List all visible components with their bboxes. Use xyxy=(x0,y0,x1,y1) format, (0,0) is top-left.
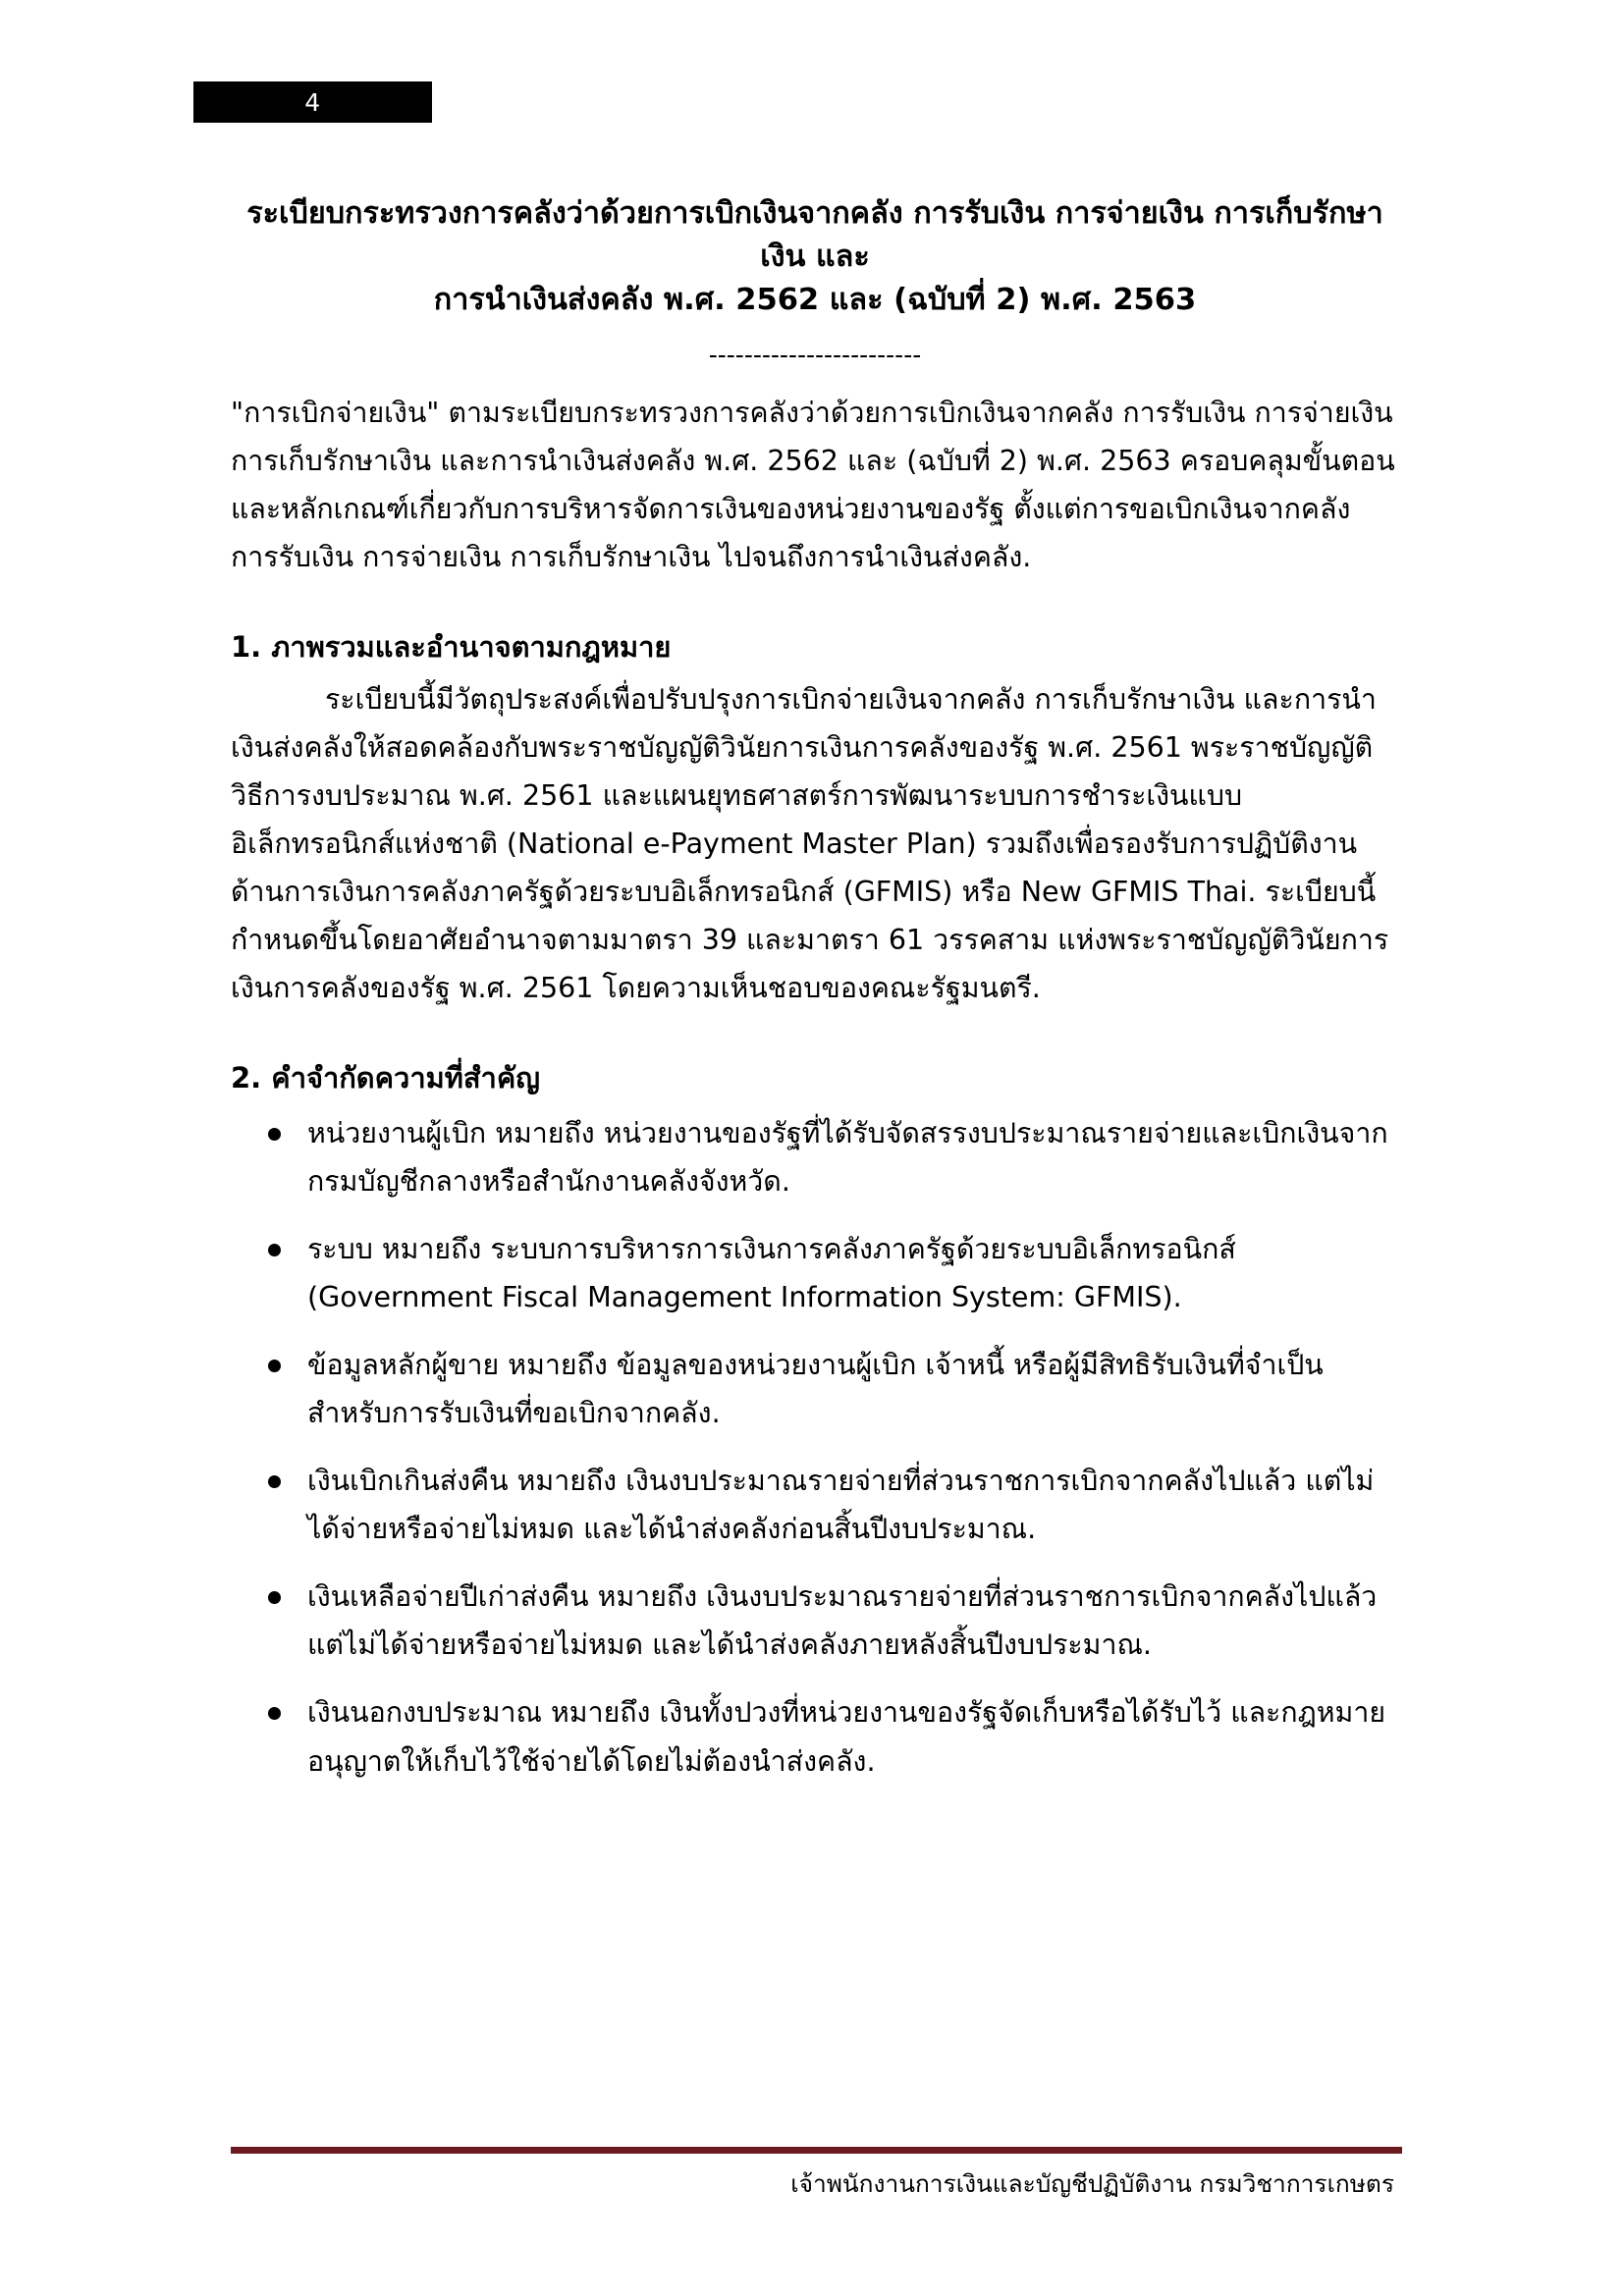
list-item: ระบบ หมายถึง ระบบการบริหารการเงินการคลังภาครัฐด้วยระบบอิเล็กทรอนิกส์ (Government Fiscal Management Information System: GFMIS). xyxy=(231,1225,1399,1321)
list-item: ข้อมูลหลักผู้ขาย หมายถึง ข้อมูลของหน่วยงานผู้เบิก เจ้าหนี้ หรือผู้มีสิทธิรับเงินที่จำเป็นสำหรับการรับเงินที่ขอเบิกจากคลัง. xyxy=(231,1341,1399,1437)
page-number: 4 xyxy=(304,87,321,117)
document-title xyxy=(231,192,1399,323)
footer-divider-rule xyxy=(231,2147,1402,2154)
section-heading-2: 2. คำจำกัดความที่สำคัญ xyxy=(231,1060,540,1095)
list-item: หน่วยงานผู้เบิก หมายถึง หน่วยงานของรัฐที่ได้รับจัดสรรงบประมาณรายจ่ายและเบิกเงินจากกรมบัญชีกลางหรือสำนักงานคลังจังหวัด. xyxy=(231,1109,1399,1205)
footer-attribution: เจ้าพนักงานการเงินและบัญชีปฏิบัติงาน กรมวิชาการเกษตร xyxy=(790,2169,1394,2198)
dashed-separator: ------------------------ xyxy=(708,340,922,369)
document-title-line-2: การนำเงินส่งคลัง พ.ศ. 2562 และ (ฉบับที่ 2) พ.ศ. 2563 xyxy=(433,283,1197,318)
intro-paragraph: "การเบิกจ่ายเงิน" ตามระเบียบกระทรวงการคลังว่าด้วยการเบิกเงินจากคลัง การรับเงิน การจ่ายเงิน การเก็บรักษาเงิน และการนำเงินส่งคลัง พ.ศ. 2562 และ (ฉบับที่ 2) พ.ศ. 2563 ครอบคลุมขั้นตอนและหลักเกณฑ์เกี่ยวกับการบริหารจัดการเงินของหน่วยงานของรัฐ ตั้งแต่การขอเบิกเงินจากคลัง การรับเงิน การจ่ายเงิน การเก็บรักษาเงิน ไปจนถึงการนำเงินส่งคลัง. xyxy=(231,397,1395,574)
list-item: เงินเหลือจ่ายปีเก่าส่งคืน หมายถึง เงินงบประมาณรายจ่ายที่ส่วนราชการเบิกจากคลังไปแล้ว แต่ไม่ได้จ่ายหรือจ่ายไม่หมด และได้นำส่งคลังภายหลังสิ้นปีงบประมาณ. xyxy=(231,1573,1399,1669)
section-1-paragraph: ระเบียบนี้มีวัตถุประสงค์เพื่อปรับปรุงการเบิกจ่ายเงินจากคลัง การเก็บรักษาเงิน และการนำเงินส่งคลังให้สอดคล้องกับพระราชบัญญัติวินัยการเงินการคลังของรัฐ พ.ศ. 2561 พระราชบัญญัติวิธีการงบประมาณ พ.ศ. 2561 และแผนยุทธศาสตร์การพัฒนาระบบการชำระเงินแบบอิเล็กทรอนิกส์แห่งชาติ (National e-Payment Master Plan) รวมถึงเพื่อรองรับการปฏิบัติงานด้านการเงินการคลังภาครัฐด้วยระบบอิเล็กทรอนิกส์ (GFMIS) หรือ New GFMIS Thai. ระเบียบนี้กำหนดขึ้นโดยอาศัยอำนาจตามมาตรา 39 และมาตรา 61 วรรคสาม แห่งพระราชบัญญัติวินัยการเงินการคลังของรัฐ พ.ศ. 2561 โดยความเห็นชอบของคณะรัฐมนตรี. xyxy=(231,682,1389,1004)
list-item: เงินนอกงบประมาณ หมายถึง เงินทั้งปวงที่หน่วยงานของรัฐจัดเก็บหรือได้รับไว้ และกฎหมายอนุญาตให้เก็บไว้ใช้จ่ายได้โดยไม่ต้องนำส่งคลัง. xyxy=(231,1688,1399,1785)
list-item: เงินเบิกเกินส่งคืน หมายถึง เงินงบประมาณรายจ่ายที่ส่วนราชการเบิกจากคลังไปแล้ว แต่ไม่ได้จ่ายหรือจ่ายไม่หมด และได้นำส่งคลังก่อนสิ้นปีงบประมาณ. xyxy=(231,1457,1399,1553)
definition-list xyxy=(231,1109,1399,1785)
document-content xyxy=(231,192,1399,1805)
page-number-band xyxy=(193,81,432,123)
document-title-line-1: ระเบียบกระทรวงการคลังว่าด้วยการเบิกเงินจากคลัง การรับเงิน การจ่ายเงิน การเก็บรักษาเงิน และ xyxy=(246,196,1383,275)
section-heading-1: 1. ภาพรวมและอำนาจตามกฎหมาย xyxy=(231,630,672,665)
